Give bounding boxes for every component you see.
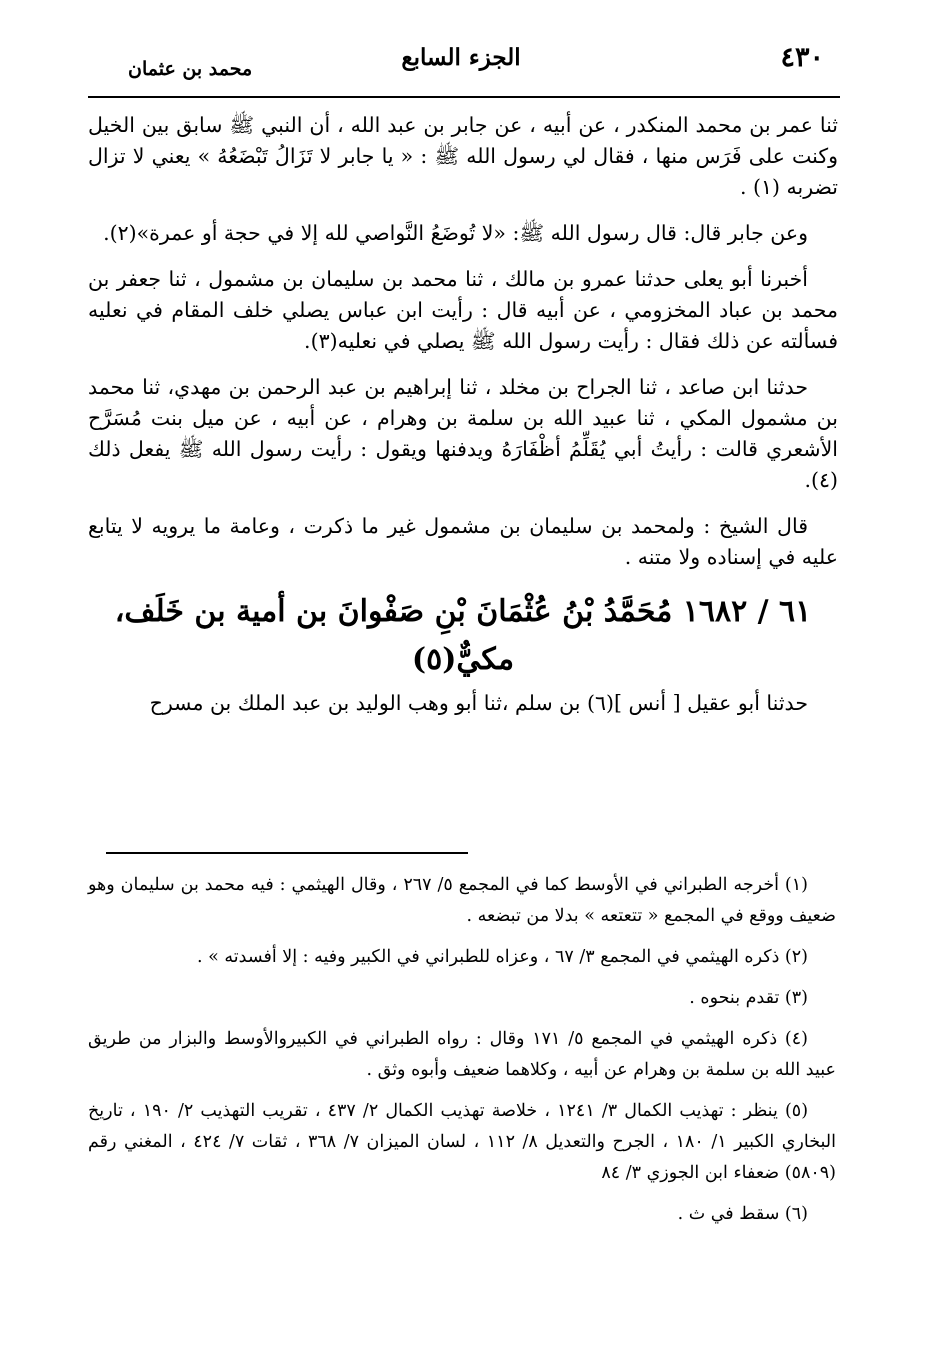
entry-title: ٦١ / ١٦٨٢ مُحَمَّدُ بْنُ عُثْمَانَ بْنِ صَفْوانَ بن أمية بن خَلَف، مكيٌّ(٥) bbox=[114, 594, 812, 677]
paragraph: ثنا عمر بن محمد المنكدر ، عن أبيه ، عن جابر بن عبد الله ، أن النبي ﷺ سابق بين الخيل وكنت على فَرَس منها ، فقال لي رسول الله ﷺ : « يا جابر لا تَزَالُ تَبْضَعُهُ » يعني لا تزال تضربه (١) . bbox=[88, 113, 838, 199]
paragraph: أخبرنا أبو يعلى حدثنا عمرو بن مالك ، ثنا محمد بن سليمان بن مشمول ، ثنا جعفر بن محمد بن عباد المخزومي ، عن أبيه قال : رأيت ابن عباس يصلي خلف المقام في نعليه فسألته عن ذلك فقال : رأيت رسول الله ﷺ يصلي في نعليه(٣). bbox=[88, 267, 838, 353]
paragraph: وعن جابر قال: قال رسول الله ﷺ: «لا تُوضَعُ النَّواصي لله إلا في حجة أو عمرة»(٢). bbox=[103, 221, 808, 245]
paragraph: حدثنا أبو عقيل [ أنس ](٦) بن سلم ،ثنا أبو وهب الوليد بن عبد الملك بن مسرح bbox=[149, 691, 808, 715]
footnote: (٣) تقدم بنحوه . bbox=[689, 988, 808, 1008]
footnote: (٤) ذكره الهيثمي في المجمع ٥/ ١٧١ وقال : رواه الطبراني في الكبيروالأوسط والبزار من طريق عبيد الله بن سلمة بن وهرام عن أبيه ، وكلاهما ضعيف وأبوه وثق . bbox=[88, 1029, 836, 1080]
header-divider bbox=[88, 96, 840, 98]
paragraph: قال الشيخ : ولمحمد بن سليمان بن مشمول غير ما ذكرت ، وعامة ما يرويه لا يتابع عليه في إسناده ولا متنه . bbox=[88, 514, 838, 569]
page-header bbox=[88, 38, 834, 96]
footnote: (٢) ذكره الهيثمي في المجمع ٣/ ٦٧ ، وعزاه للطبراني في الكبير وفيه : إلا أفسدته » . bbox=[197, 947, 808, 967]
footnote: (٦) سقط في ث . bbox=[677, 1204, 808, 1224]
footnote: (١) أخرجه الطبراني في الأوسط كما في المجمع ٥/ ٢٦٧ ، وقال الهيثمي : فيه محمد بن سليمان وهو ضعيف ووقع في المجمع « تتعتعه » بدلا من تبضعه . bbox=[88, 875, 836, 926]
part-title: الجزء السابع bbox=[401, 44, 521, 71]
main-text bbox=[88, 110, 838, 734]
footnote: (٥) ينظر : تهذيب الكمال ٣/ ١٢٤١ ، خلاصة تهذيب الكمال ٢/ ٤٣٧ ، تقريب التهذيب ٢/ ١٩٠ ، تاريخ البخاري الكبير ١/ ١٨٠ ، الجرح والتعديل ٨/ ١١٢ ، لسان الميزان ٧/ ٣٦٨ ، ثقات ٧/ ٤٢٤ ، المغني رقم (٥٨٠٩) ضعفاء ابن الجوزي ٣/ ٨٤ bbox=[88, 1101, 836, 1183]
paragraph: حدثنا ابن صاعد ، ثنا الجراح بن مخلد ، ثنا إبراهيم بن عبد الرحمن بن مهدي، ثنا محمد بن مشمول المكي ، ثنا عبيد الله بن سلمة بن وهرام ، عن أبيه ، عن ميل بنت مُسَرَّح الأشعري قالت : رأيتُ أبي يُقَلِّمُ أظْفَارَهُ ويدفنها ويقول : رأيت رسول الله ﷺ يفعل ذلك (٤). bbox=[88, 375, 838, 492]
page-number: ٤٣٠ bbox=[780, 42, 824, 73]
footnotes bbox=[88, 870, 836, 1240]
running-author-name: محمد بن عثمان bbox=[128, 58, 253, 80]
footnote-divider bbox=[106, 852, 468, 854]
